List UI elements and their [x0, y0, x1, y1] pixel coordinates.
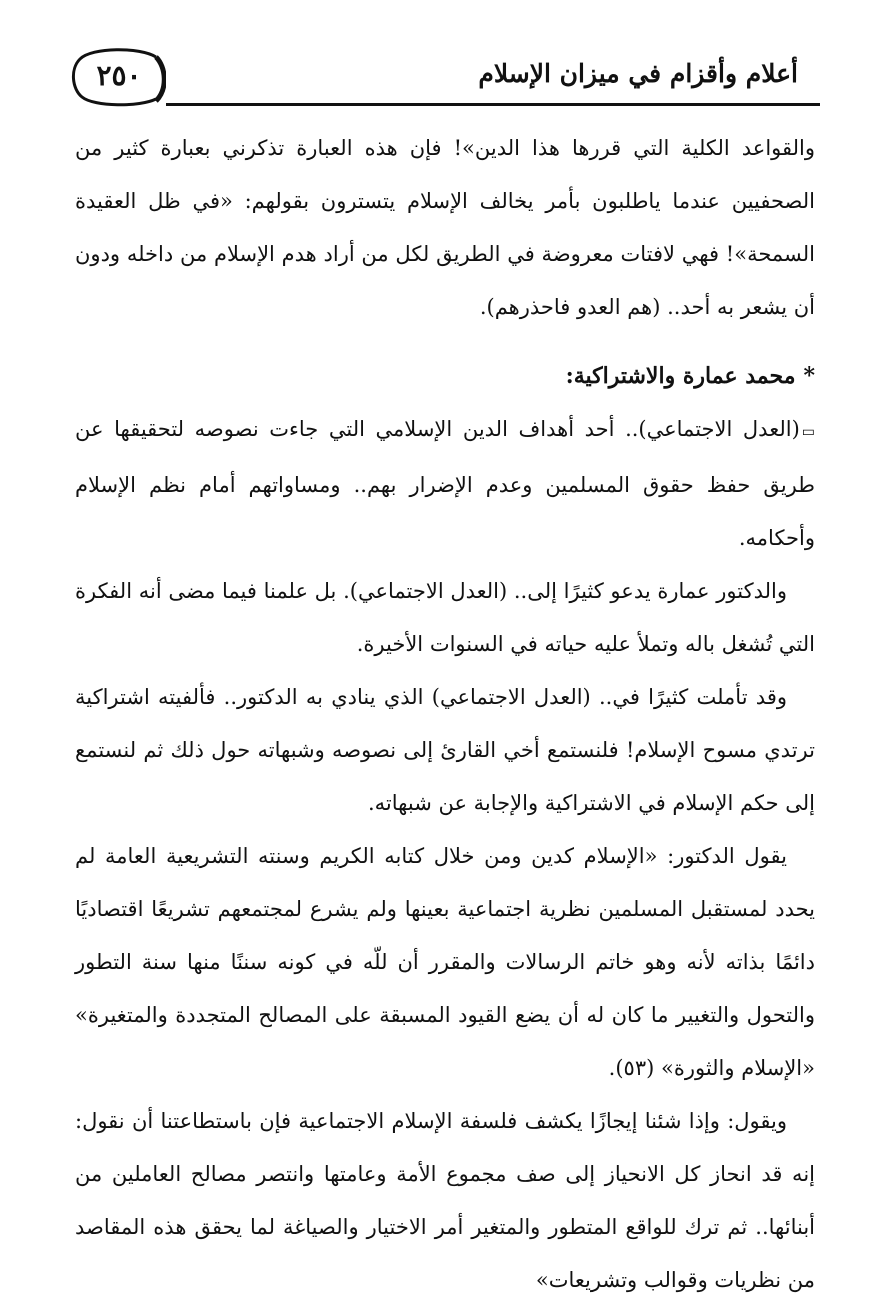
paragraph-5: يقول الدكتور: «الإسلام كدين ومن خلال كتابه الكريم وسنته التشريعية العامة لم يحدد لمستقبل المسلمين نظرية اجتماعية بعينها ولم يشرع لمجتمعهم تشريعًا اقتصاديًا دائمًا بذاته لأنه وهو خاتم الرسالات والمقرر أن للّه في كونه سننًا منها سنة التطور والتحول والتغيير ما كان له أن يضع القيود المسبقة على المصالح المتجددة والمتغيرة» «الإسلام والثورة» (٥٣). [75, 844, 815, 1080]
paragraph-4: وقد تأملت كثيرًا في.. (العدل الاجتماعي) الذي ينادي به الدكتور.. فألفيته اشتراكية ترتدي مسوح الإسلام! فلنستمع أخي القارئ إلى نصوصه وشبهاته حول ذلك ثم لنستمع إلى حكم الإسلام في الاشتراكية والإجابة عن شبهاته. [75, 685, 815, 815]
paragraph-6: ويقول: وإذا شئنا إيجازًا يكشف فلسفة الإسلام الاجتماعية فإن باستطاعتنا أن نقول: إنه قد انحاز كل الانحياز إلى صف مجموع الأمة وعامتها وانتصر مصالح العاملين من أبنائها.. ثم ترك للواقع المتطور والمتغير أمر الاختيار والصياغة لما يحقق هذه المقاصد من نظريات وقوالب وتشريعات» [75, 1109, 815, 1292]
paragraph-3: والدكتور عمارة يدعو كثيرًا إلى.. (العدل الاجتماعي). بل علمنا فيما مضى أنه الفكرة التي تُشغل باله وتملأ عليه حياته في السنوات الأخيرة. [75, 579, 815, 656]
paragraph-2-text: (العدل الاجتماعي).. أحد أهداف الدين الإسلامي التي جاءت نصوصه لتحقيقها عن طريق حفظ حقوق المسلمين وعدم الإضرار بهم.. ومساواتهم أمام نظم الإسلام وأحكامه. [75, 417, 815, 550]
book-mark-icon: ▭ [801, 424, 815, 440]
body-text [75, 122, 815, 1307]
header-rule [166, 103, 820, 106]
running-title: أعلام وأقزام في ميزان الإسلام [478, 59, 798, 88]
paragraph-2 [75, 403, 815, 565]
page-number-frame [70, 45, 166, 111]
page-header [70, 45, 820, 115]
section-heading-text: محمد عمارة والاشتراكية: [565, 363, 796, 389]
paragraph-1: والقواعد الكلية التي قررها هذا الدين»! فإن هذه العبارة تذكرني بعبارة كثير من الصحفيين عندما ياطلبون بأمر يخالف الإسلام يتسترون بقولهم: «في ظل العقيدة السمحة»! فهي لافتات معروضة في الطريق لكل من أراد هدم الإسلام من داخله ودون أن يشعر به أحد.. (هم العدو فاحذرهم). [75, 136, 815, 319]
section-heading [75, 350, 815, 403]
asterisk-icon: * [803, 363, 815, 389]
page-number: ٢٥٠ [96, 59, 142, 92]
